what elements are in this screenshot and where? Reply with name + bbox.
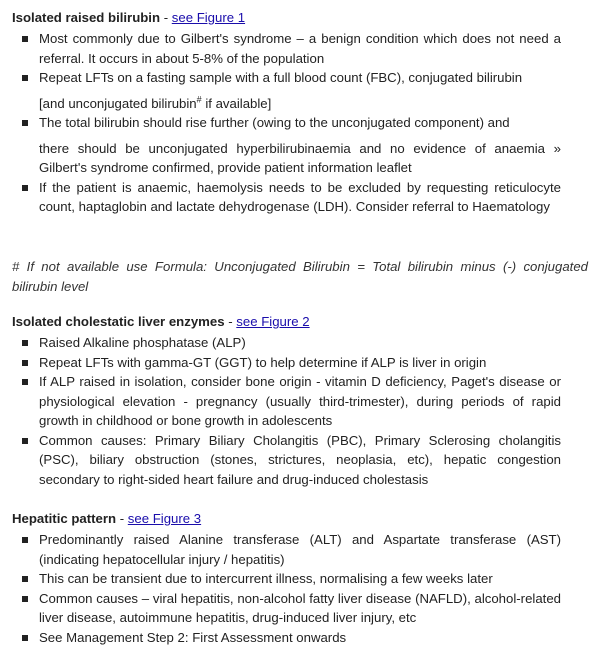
bullet-icon — [22, 379, 28, 385]
section-isolated-cholestatic-liver-enzymes — [0, 312, 600, 489]
list-item — [0, 569, 600, 589]
bullet-list — [0, 530, 600, 647]
list-item-text: Common causes: Primary Biliary Cholangitis (PBC), Primary Sclerosing cholangitis (PSC), biliary obstruction (stones, strictures, neoplasia, etc), hepatic congestion secondary to right-sided heart failure and drug-induced cholestasis — [39, 432, 561, 487]
see-figure-2-link[interactable]: see Figure 2 — [236, 314, 310, 329]
list-item-text: if available] — [201, 95, 272, 111]
list-item — [0, 628, 600, 648]
section-title: Isolated raised bilirubin — [12, 10, 161, 25]
list-item-text: Repeat LFTs on a fasting sample with a full blood count (FBC), conjugated bilirubin — [39, 70, 523, 85]
list-item — [0, 589, 600, 628]
bullet-icon — [22, 360, 28, 366]
section-hepatitic-pattern — [0, 509, 600, 647]
list-item-text: Repeat LFTs with gamma-GT (GGT) to help determine if ALP is liver in origin — [39, 354, 487, 370]
list-item-text: If ALP raised in isolation, consider bone origin - vitamin D deficiency, Paget's disease or physiological elevation - pregnancy (usually third-trimester), during periods of rapid growth in childhood or bone growth in adolescents — [39, 374, 561, 428]
heading-separator: - — [116, 511, 128, 526]
list-item — [0, 29, 600, 68]
bullet-icon — [22, 596, 28, 602]
bullet-icon — [22, 537, 28, 543]
bullet-icon — [22, 635, 28, 641]
list-item — [0, 68, 600, 113]
list-item — [0, 530, 600, 569]
section-isolated-raised-bilirubin — [0, 8, 600, 217]
list-item — [0, 113, 600, 178]
list-item-text: If the patient is anaemic, haemolysis needs to be excluded by requesting reticulocyte count, haptaglobin and lactate dehydrogenase (LDH). Consider referral to Haematology — [39, 179, 561, 214]
see-figure-1-link[interactable]: see Figure 1 — [171, 10, 246, 25]
list-item-text: there should be unconjugated hyperbilirubinaemia and no evidence of anaemia » Gilbert's syndrome confirmed, provide patient information leaflet — [39, 140, 561, 175]
bullet-list — [0, 333, 600, 489]
section-heading — [0, 312, 600, 332]
bullet-icon — [22, 36, 28, 42]
bullet-icon — [22, 185, 28, 191]
section-title: Isolated cholestatic liver enzymes — [12, 314, 225, 329]
footnote-marker: # — [196, 94, 202, 105]
list-item-text: [and unconjugated bilirubin — [39, 95, 197, 111]
list-item-text: Common causes – viral hepatitis, non-alcohol fatty liver disease (NAFLD), alcohol-related liver disease, autoimmune hepatitis, drug-induced liver injury, etc — [39, 590, 561, 625]
bullet-list — [0, 29, 600, 217]
heading-separator: - — [160, 10, 172, 25]
footnote: # If not available use Formula: Unconjugated Bilirubin = Total bilirubin minus (-) conjugated bilirubin level — [12, 259, 588, 294]
list-item — [0, 353, 600, 373]
bullet-icon — [22, 340, 28, 346]
list-item — [0, 372, 600, 431]
bullet-icon — [22, 75, 28, 81]
section-title: Hepatitic pattern — [12, 511, 117, 526]
list-item-text: See Management Step 2: First Assessment onwards — [39, 629, 347, 645]
list-item — [0, 178, 600, 217]
heading-separator: - — [224, 314, 237, 329]
bullet-icon — [22, 120, 28, 126]
list-item — [0, 333, 600, 353]
see-figure-3-link[interactable]: see Figure 3 — [127, 511, 202, 526]
list-item-text: Most commonly due to Gilbert's syndrome – a benign condition which does not need a referral. It occurs in about 5-8% of the population — [39, 31, 561, 66]
list-item-text: The total bilirubin should rise further (owing to the unconjugated component) and — [39, 115, 510, 130]
list-item — [0, 431, 600, 490]
bullet-icon — [22, 438, 28, 444]
list-item-text: This can be transient due to intercurrent illness, normalising a few weeks later — [39, 571, 493, 586]
list-item-text: Predominantly raised Alanine transferase (ALT) and Aspartate transferase (AST) (indicating hepatocellular injury / hepatitis) — [39, 532, 561, 567]
section-heading — [0, 509, 600, 529]
section-heading — [0, 8, 600, 28]
list-item-text: Raised Alkaline phosphatase (ALP) — [39, 335, 246, 350]
bullet-icon — [22, 576, 28, 582]
